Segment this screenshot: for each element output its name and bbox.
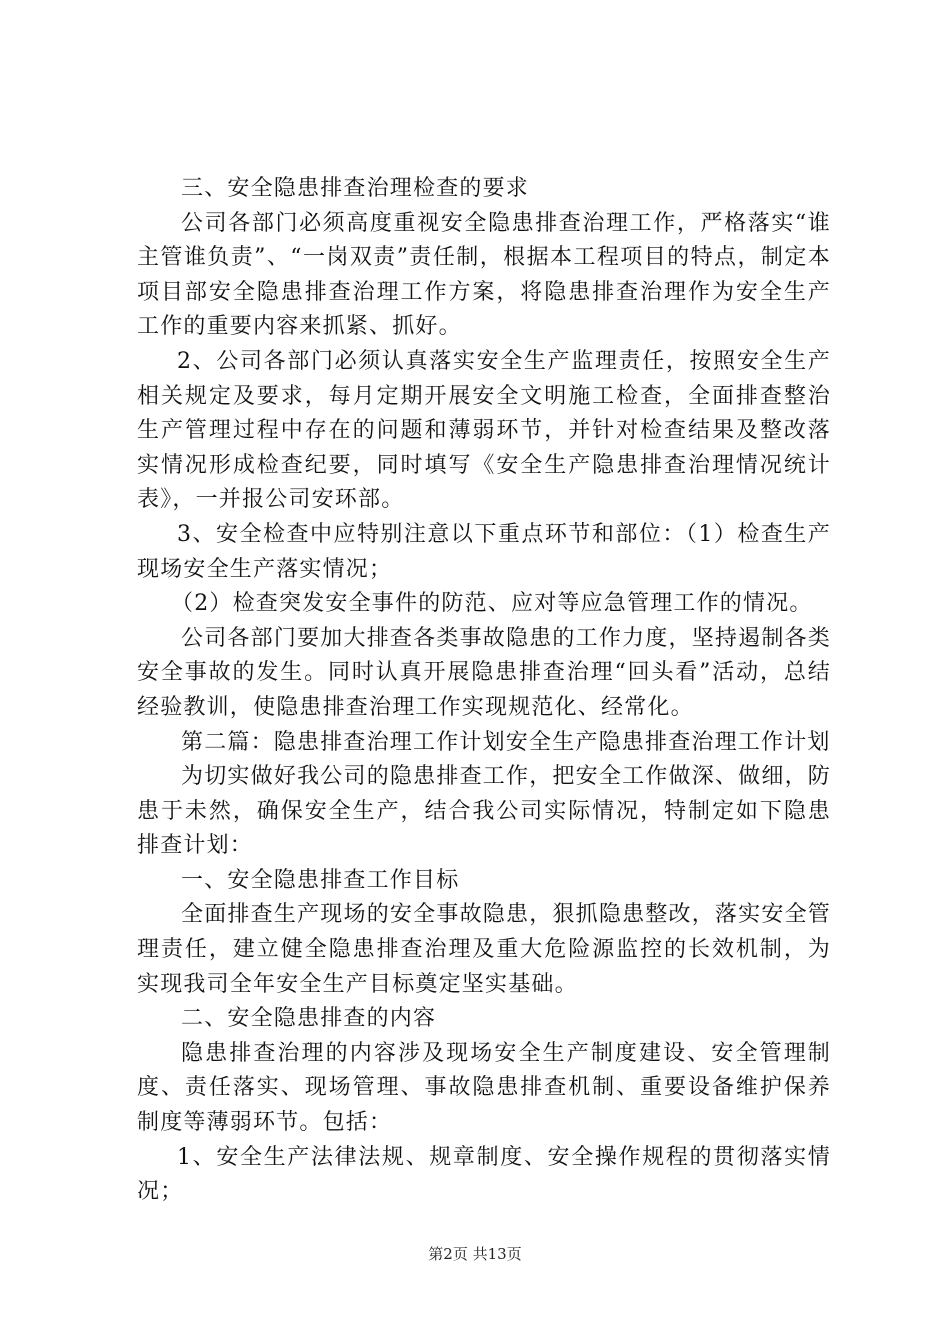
paragraph: 全面排查生产现场的安全事故隐患，狠抓隐患整改，落实安全管理责任，建立健全隐患排查治理及重大危险源监控的长效机制，为实现我司全年安全生产目标奠定坚实基础。 [137,902,831,997]
chapter-heading: 第二篇：隐患排查治理工作计划安全生产隐患排查治理工作计划 [181,729,831,755]
paragraph: 3、安全检查中应特别注意以下重点环节和部位：（1）检查生产现场安全生产落实情况； [137,521,831,582]
section-heading-requirements: 三、安全隐患排查治理检查的要求 [181,176,530,201]
paragraph: 公司各部门必须高度重视安全隐患排查治理工作，严格落实“谁主管谁负责”、“一岗双责”责任制，根据本工程项目的特点，制定本项目部安全隐患排查治理工作方案，将隐患排查治理作为安全生产工作的重要内容来抓紧、抓好。 [137,210,831,340]
paragraph: 公司各部门要加大排查各类事故隐患的工作力度，坚持遏制各类安全事故的发生。同时认真开展隐患排查治理“回头看”活动，总结经验教训，使隐患排查治理工作实现规范化、经常化。 [137,625,831,720]
list-item: 1、安全生产法律法规、规章制度、安全操作规程的贯彻落实情况； [137,1144,831,1205]
document-body [137,172,831,1210]
paragraph: 隐患排查治理的内容涉及现场安全生产制度建设、安全管理制度、责任落实、现场管理、事故隐患排查机制、重要设备维护保养制度等薄弱环节。包括： [137,1040,831,1136]
page-footer: 第2页 共13页 [428,1245,522,1263]
paragraph: 2、公司各部门必须认真落实安全生产监理责任，按照安全生产相关规定及要求，每月定期开展安全文明施工检查，全面排查整治生产管理过程中存在的问题和薄弱环节，并针对检查结果及整改落实情况形成检查纪要，同时填写《安全生产隐患排查治理情况统计表》，一并报公司安环部。 [137,348,831,513]
section-heading-content: 二、安全隐患排查的内容 [181,1006,437,1032]
section-heading-goal: 一、安全隐患排查工作目标 [181,867,460,893]
paragraph: 为切实做好我公司的隐患排查工作，把安全工作做深、做细，防患于未然，确保安全生产，结合我公司实际情况，特制定如下隐患排查计划： [137,764,831,859]
paragraph: （2）检查突发安全事件的防范、应对等应急管理工作的情况。 [171,591,813,617]
